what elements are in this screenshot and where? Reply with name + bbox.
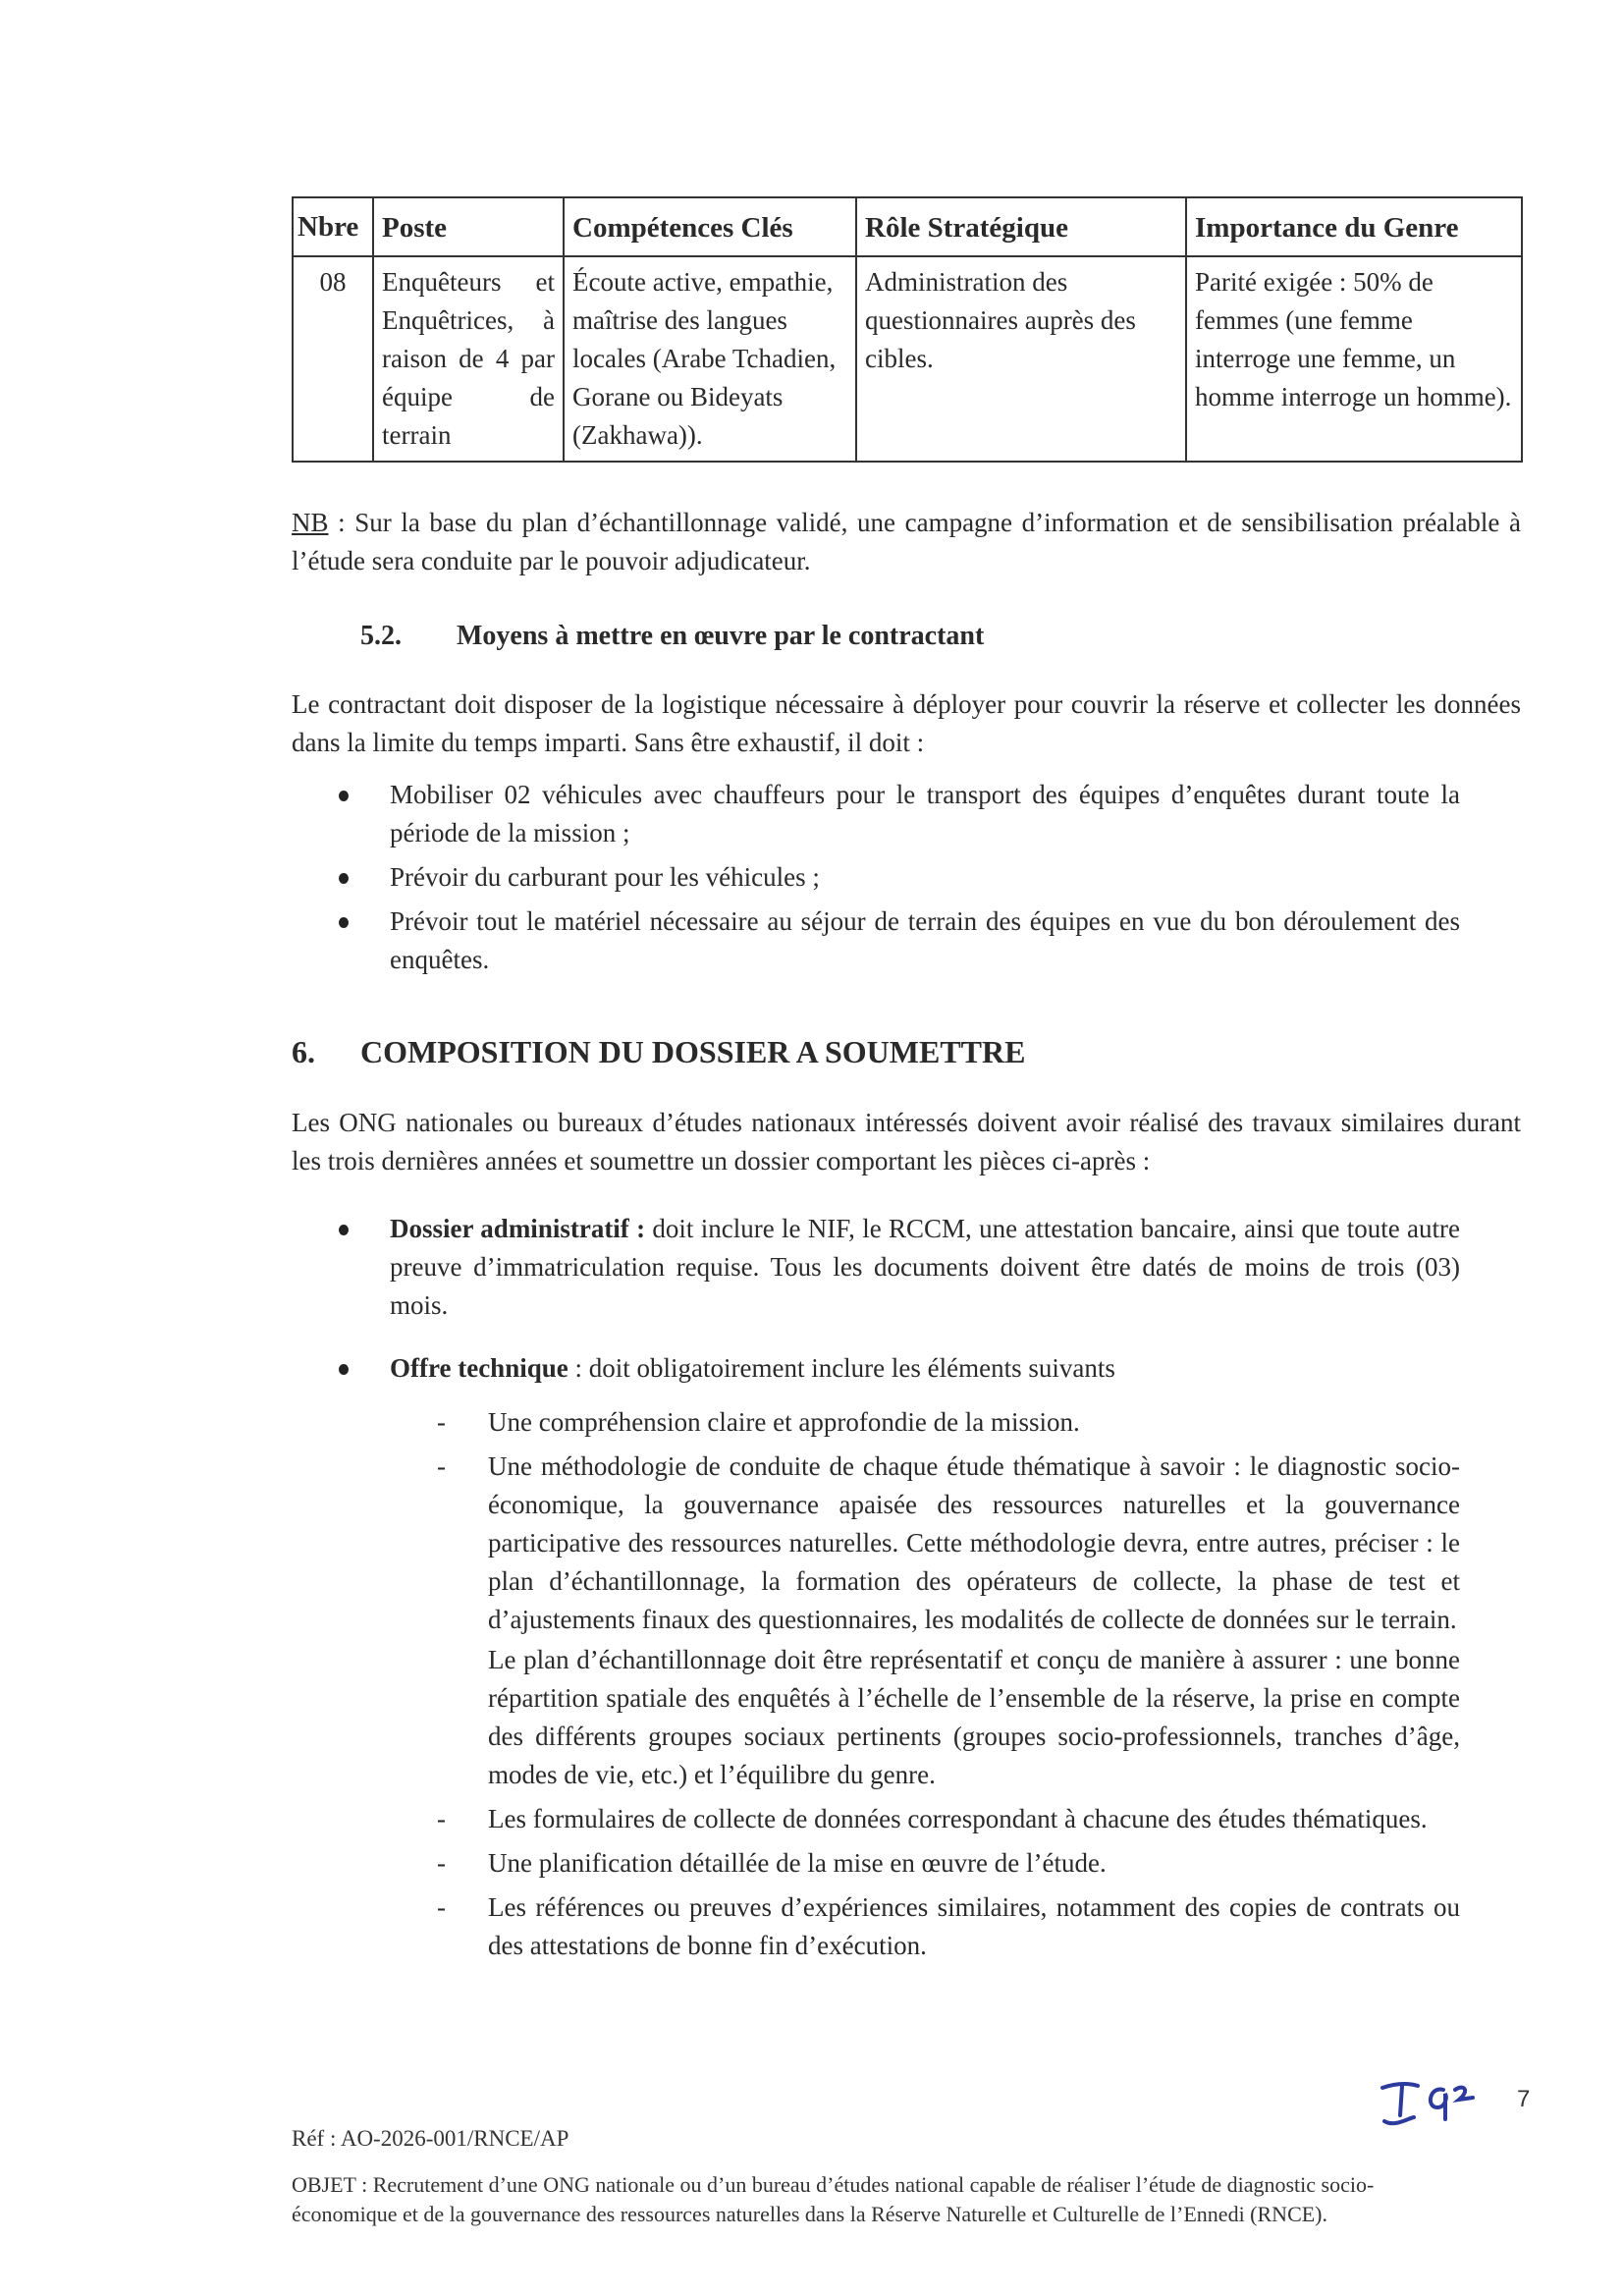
footer-reference: Réf : AO-2026-001/RNCE/AP (292, 2126, 569, 2151)
footer-objet: OBJET : Recrutement d’une ONG nationale ou d’un bureau d’études national capable de réaliser l’étude de diagnostic socio-économique et de la gouvernance des ressources naturelles dans la Réserve Naturelle et Culturelle de l’Ennedi (RNCE). (292, 2172, 1375, 2226)
cell-role: Administration des questionnaires auprès des cibles. (856, 256, 1186, 462)
sub-list-item: - Une compréhension claire et approfondie de la mission. (488, 1403, 1460, 1442)
section-6-intro: Les ONG nationales ou bureaux d’études nationaux intéressés doivent avoir réalisé des travaux similaires durant les trois dernières années et soumettre un dossier comportant les pièces ci-après : (292, 1108, 1521, 1175)
cell-competences: Écoute active, empathie, maîtrise des langues locales (Arabe Tchadien, Gorane ou Bideyats (Zakhawa)). (564, 256, 856, 462)
section-title: COMPOSITION DU DOSSIER A SOUMETTRE (360, 1034, 1026, 1069)
cell-genre: Parité exigée : 50% de femmes (une femme interroge une femme, un homme interroge un homme). (1186, 256, 1522, 462)
page-number: 7 (1517, 2086, 1531, 2112)
col-header-genre: Importance du Genre (1186, 197, 1522, 256)
dash-icon: - (437, 1892, 446, 1922)
list-item: Mobiliser 02 véhicules avec chauffeurs pour le transport des équipes d’enquêtes durant toute la période de la mission ; (390, 776, 1460, 852)
list-item: Prévoir du carburant pour les véhicules ; (390, 858, 1460, 897)
offre-technique-sublist (437, 1403, 1460, 1965)
cell-nbre: 08 (293, 256, 373, 462)
bullet-icon (339, 1364, 349, 1375)
list-item-dossier-administratif: Dossier administratif : doit inclure le NIF, le RCCM, une attestation bancaire, ainsi que toute autre preuve d’immatriculation requise. Tous les documents doivent être datés de moins de trois (03) mois. (390, 1210, 1460, 1325)
col-header-competences: Compétences Clés (564, 197, 856, 256)
list-item-offre-technique: Offre technique : doit obligatoirement inclure les éléments suivants (390, 1349, 1460, 1388)
sampling-paragraph: Le plan d’échantillonnage doit être représentatif et conçu de manière à assurer : une bonne répartition spatiale des enquêtés à l’échelle de l’ensemble de la réserve, la prise en compte des différents groupes sociaux pertinents (groupes socio-professionnels, tranches d’âge, modes de vie, etc.) et l’équilibre du genre. (488, 1645, 1460, 1789)
nb-text: : Sur la base du plan d’échantillonnage validé, une campagne d’information et de sensibilisation préalable à l’étude sera conduite par le pouvoir adjudicateur. (292, 508, 1521, 575)
dossier-list (390, 1210, 1460, 1388)
section-title: Moyens à mettre en œuvre par le contractant (457, 621, 985, 651)
handwritten-signature-icon (1375, 2078, 1483, 2137)
col-header-poste: Poste (373, 197, 564, 256)
bullet-icon (339, 917, 349, 928)
cell-poste: Enquêteurs et Enquêtrices, à raison de 4 par équipe de terrain (373, 256, 564, 462)
dash-icon: - (437, 1848, 446, 1878)
col-header-nbre: Nbre (293, 197, 373, 256)
staffing-table (292, 196, 1523, 463)
dash-icon: - (437, 1804, 446, 1833)
nb-label: NB (292, 508, 329, 537)
sub-list-item: - Une planification détaillée de la mise en œuvre de l’étude. (488, 1844, 1460, 1883)
section-number: 6. (292, 1034, 315, 1069)
sub-list-item: - Les formulaires de collecte de données correspondant à chacune des études thématiques. (488, 1800, 1460, 1838)
dash-icon: - (437, 1451, 446, 1481)
section-5-2-intro: Le contractant doit disposer de la logistique nécessaire à déployer pour couvrir la réserve et collecter les données dans la limite du temps imparti. Sans être exhaustif, il doit : (292, 689, 1521, 757)
sub-list-item: - Les références ou preuves d’expériences similaires, notamment des copies de contrats ou des attestations de bonne fin d’exécution. (488, 1888, 1460, 1965)
section-5-2-heading (360, 617, 984, 655)
col-header-role: Rôle Stratégique (856, 197, 1186, 256)
bullet-icon (339, 791, 349, 801)
section-6-heading (292, 1033, 1025, 1071)
table-row (293, 256, 1522, 462)
dash-icon: - (437, 1407, 446, 1437)
logistics-list (390, 776, 1460, 979)
sub-list-item: - Une méthodologie de conduite de chaque étude thématique à savoir : le diagnostic socio-économique, la gouvernance apaisée des ressources naturelles et la gouvernance participative des ressources naturelles. Cette méthodologie devra, entre autres, préciser : le plan d’échantillonnage, la formation des opérateurs de collecte, la phase de test et d’ajustements finaux des questionnaires, les modalités de collecte de données sur le terrain. (488, 1448, 1460, 1639)
list-item: Prévoir tout le matériel nécessaire au séjour de terrain des équipes en vue du bon déroulement des enquêtes. (390, 902, 1460, 979)
bullet-icon (339, 873, 349, 884)
table-header-row (293, 197, 1522, 256)
nb-note (292, 504, 1521, 580)
bullet-icon (339, 1225, 349, 1235)
section-number: 5.2. (360, 621, 402, 651)
